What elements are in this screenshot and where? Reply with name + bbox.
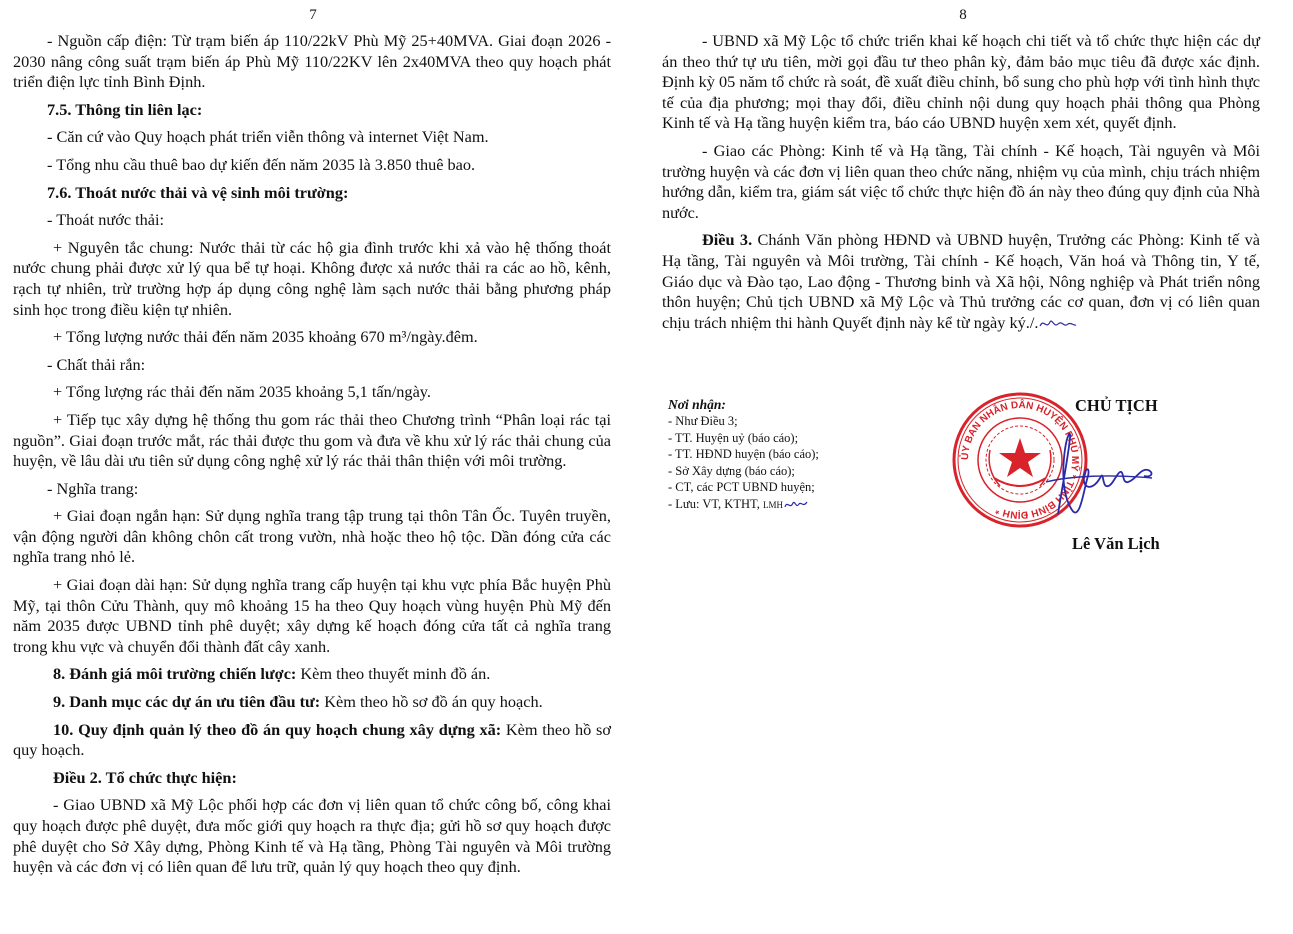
recipient-item: - TT. HĐND huyện (báo cáo);	[668, 447, 819, 462]
initials: LMH	[762, 499, 783, 510]
section-heading: 7.6. Thoát nước thải và vệ sinh môi trường:	[47, 182, 349, 202]
paragraph: + Nguyên tắc chung: Nước thải từ các hộ gia đình trước khi xả vào hệ thống thoát nước chung phải được xử lý qua bể tự hoại. Không được xả nước thải ra các ao hồ, kênh, rạch tự nhiên, trừ trường hợp áp dụng công nghệ làm sạch nước thải bằng phương pháp sinh học trong điều kiện tự nhiên.	[13, 237, 611, 319]
paragraph: + Tổng lượng rác thải đến năm 2035 khoảng 5,1 tấn/ngày.	[53, 382, 431, 402]
article-3-text: Chánh Văn phòng HĐND và UBND huyện, Trưởng các Phòng: Kinh tế và Hạ tầng, Tài nguyên và Môi trường, Tài chính - Kế hoạch, Văn hoá và Thông tin, Y tế, Giáo dục và Đào tạo, Lao động - Thương binh và Xã hội, Nông nghiệp và Phát triển nông thôn huyện; Chủ tịch UBND xã Mỹ Lộc và Thủ trưởng các cơ quan, đơn vị có liên quan chịu trách nhiệm thi hành Quyết định này kể từ ngày ký./.	[662, 230, 1261, 332]
paragraph: - Chất thải rắn:	[47, 354, 146, 374]
signer-name: Lê Văn Lịch	[1072, 534, 1160, 553]
article-2-title: Điều 2. Tổ chức thực hiện:	[53, 767, 237, 787]
paragraph: - Nguồn cấp điện: Từ trạm biến áp 110/22kV Phù Mỹ 25+40MVA. Giai đoạn 2026 - 2030 nâng công suất trạm biến áp Phù Mỹ 110/22KV lên 2x40MVA theo quy hoạch phát triển điện lực tỉnh Bình Định.	[13, 31, 611, 92]
item-10	[13, 720, 611, 761]
item-text: Kèm theo thuyết minh đồ án.	[296, 664, 491, 684]
paragraph: - Căn cứ vào Quy hoạch phát triển viễn thông và internet Việt Nam.	[47, 127, 489, 147]
item-text: Kèm theo hồ sơ đồ án quy hoạch.	[320, 692, 543, 712]
initial-signature-icon	[1038, 316, 1078, 332]
item-9	[13, 692, 611, 713]
paragraph: + Giai đoạn ngắn hạn: Sử dụng nghĩa trang tập trung tại thôn Tân Ốc. Tuyên truyền, vận động người dân không chôn cất trong vườn, nhà hoặc theo hộ tộc. Dần đóng cửa các nghĩa trang nhỏ lẻ.	[13, 506, 611, 567]
page-number: 7	[309, 7, 317, 23]
section-heading: 7.5. Thông tin liên lạc:	[47, 99, 203, 119]
recipients-title: Nơi nhận:	[668, 397, 726, 412]
item-8	[13, 664, 611, 685]
signer-title: CHỦ TỊCH	[1075, 396, 1158, 415]
item-label: 9. Danh mục các dự án ưu tiên đầu tư:	[53, 692, 321, 712]
recipients-block	[668, 396, 928, 514]
page-body	[13, 31, 611, 878]
page-7	[0, 0, 646, 934]
article-3-label: Điều 3.	[702, 230, 753, 250]
handwritten-initials-icon	[783, 498, 809, 512]
recipient-item: - CT, các PCT UBND huyện;	[668, 480, 815, 495]
chairman-signature-icon	[1040, 418, 1160, 528]
paragraph: - Nghĩa trang:	[47, 478, 139, 498]
recipient-item: - Sở Xây dựng (báo cáo);	[668, 463, 795, 478]
paragraph: - Tổng nhu cầu thuê bao dự kiến đến năm 2035 là 3.850 thuê bao.	[47, 154, 476, 174]
paragraph: - UBND xã Mỹ Lộc tổ chức triển khai kế hoạch chi tiết và tổ chức thực hiện các dự án theo thứ tự ưu tiên, mời gọi đầu tư theo phân kỳ, đảm bảo mục tiêu đã được xác định. Định kỳ 05 năm tổ chức rà soát, đề xuất điều chỉnh, bổ sung cho phù hợp với tình hình thực tế của địa phương; mọi thay đổi, điều chỉnh nội dung quy hoạch phải thông qua Phòng Kinh tế và Hạ tầng huyện kiểm tra, báo cáo UBND huyện xem xét, quyết định.	[662, 31, 1260, 133]
paragraph: + Tổng lượng nước thải đến năm 2035 khoảng 670 m³/ngày.đêm.	[53, 327, 478, 347]
paragraph: - Giao UBND xã Mỹ Lộc phối hợp các đơn vị liên quan tổ chức công bố, công khai quy hoạch được phê duyệt, đưa mốc giới quy hoạch ra thực địa; gửi hồ sơ quy hoạch được phê duyệt cho Sở Xây dựng, Phòng Kinh tế và Hạ tầng, Phòng Tài nguyên và Môi trường huyện và các đơn vị có liên quan để lưu trữ, quản lý quy hoạch theo quy định.	[13, 795, 611, 877]
recipient-item: - Lưu: VT, KTHT,	[668, 496, 763, 511]
seal-text: ỦY BAN NHÂN DÂN HUYỆN PHÙ MỸ * TỈNH BÌNH ĐỊNH *	[959, 399, 1081, 521]
recipient-item: - TT. Huyện uỷ (báo cáo);	[668, 430, 799, 445]
paragraph: - Giao các Phòng: Kinh tế và Hạ tầng, Tài chính - Kế hoạch, Tài nguyên và Môi trường huyện và các đơn vị liên quan theo chức năng, nhiệm vụ của mình, chịu trách nhiệm hướng dẫn, kiểm tra, giám sát việc tổ chức thực hiện đồ án này theo đúng quy định của Nhà nước.	[662, 140, 1260, 222]
item-text: Kèm theo hồ sơ quy hoạch.	[13, 719, 611, 760]
page-body	[662, 31, 1260, 333]
article-3	[662, 230, 1260, 333]
paragraph: - Thoát nước thải:	[47, 210, 165, 230]
paragraph: + Tiếp tục xây dựng hệ thống thu gom rác thải theo Chương trình “Phân loại rác tại nguồn”. Giai đoạn trước mắt, rác thải được thu gom và đưa về khu xử lý rác thải chung của huyện, về lâu dài ưu tiên sử dụng công nghệ xử lý rác thải thân thiện với môi trường.	[13, 409, 611, 471]
page-number: 8	[959, 7, 967, 23]
recipient-item-archive	[668, 496, 928, 514]
item-label: 10. Quy định quản lý theo đồ án quy hoạch chung xây dựng xã:	[53, 719, 502, 739]
recipient-item: - Như Điều 3;	[668, 414, 738, 428]
item-label: 8. Đánh giá môi trường chiến lược:	[53, 664, 297, 684]
paragraph: + Giai đoạn dài hạn: Sử dụng nghĩa trang cấp huyện tại khu vực phía Bắc huyện Phù Mỹ, tại thôn Cửu Thành, quy mô khoảng 15 ha theo Quy hoạch vùng huyện Phù Mỹ đến năm 2035 được UBND tỉnh phê duyệt; xây dựng kế hoạch đóng cửa tất cả nghĩa trang trong khu vực và chuyển đổi thành đất cây xanh.	[13, 575, 611, 656]
